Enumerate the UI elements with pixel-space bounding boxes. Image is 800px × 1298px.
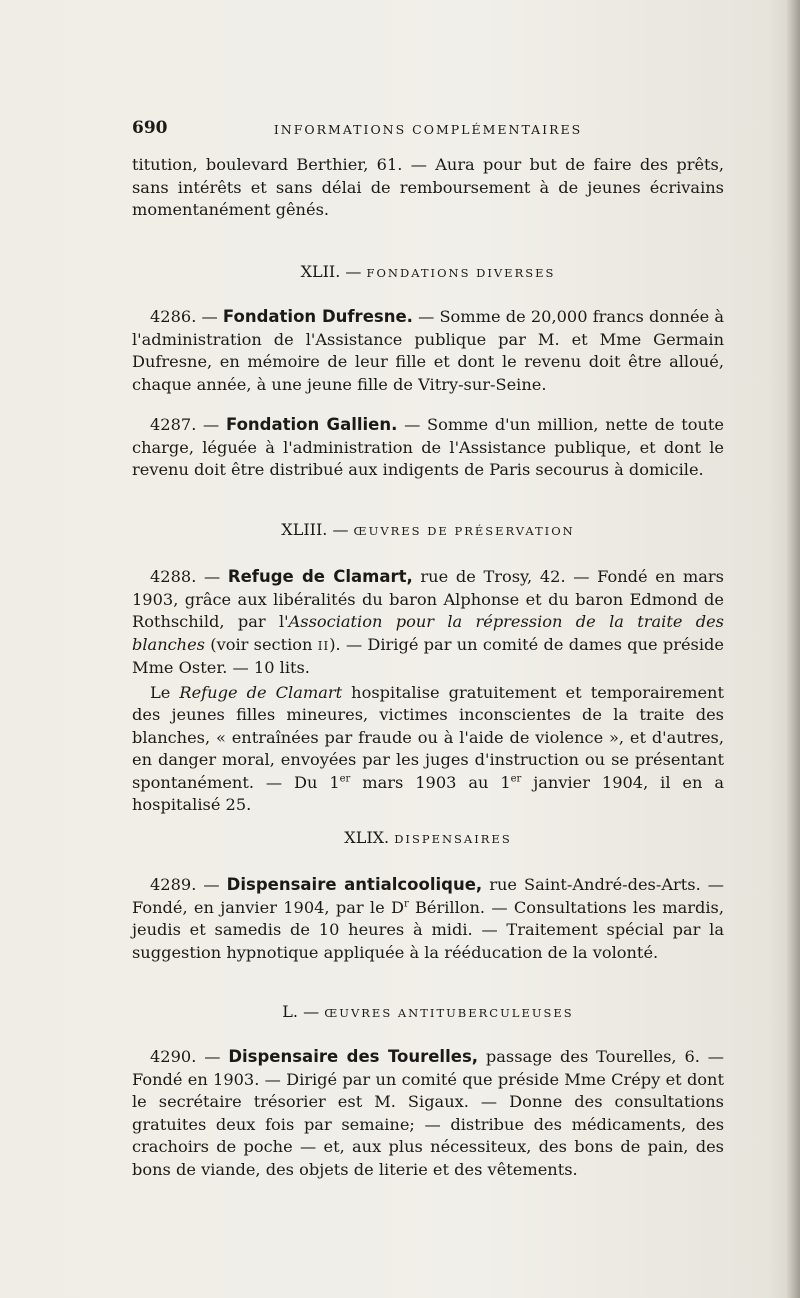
intro-paragraph: titution, boulevard Berthier, 61. — Aura pour but de faire des prêts, sans intérêts et sans délai de remboursement à de jeunes écrivains momentanément gênés. xyxy=(132,155,724,219)
entry-text: janvier 1904, il en a hospitalisé 25. xyxy=(132,772,724,814)
entry-4287 xyxy=(132,414,724,482)
superscript: r xyxy=(403,898,409,910)
section-numeral: L. xyxy=(282,1002,299,1021)
entry-title: Dispensaire des Tourelles, xyxy=(228,1047,479,1066)
entry-4289 xyxy=(132,874,724,964)
entry-text: Le xyxy=(150,682,180,702)
association-name: Association pour la répression de la traite des blanches xyxy=(132,612,724,654)
section-heading-xliii xyxy=(132,520,724,539)
entry-title: Dispensaire antialcoolique, xyxy=(226,875,483,894)
entry-text: ). — Dirigé par un comité de dames que préside Mme Oster. — 10 lits. xyxy=(132,634,724,677)
superscript: er xyxy=(339,773,351,785)
entry-number: 4289. — xyxy=(150,875,220,894)
entry-text: (voir section xyxy=(205,634,318,654)
section-title: DISPENSAIRES xyxy=(394,832,512,846)
section-dash: — xyxy=(332,520,349,539)
entry-paragraph xyxy=(132,682,724,817)
entry-paragraph xyxy=(132,874,724,964)
entry-text: hospitalise gratuitement et temporairement des jeunes filles mineures, victimes inconscientes de la traite des blanches, « entraînées par fraude ou à l'aide de violence », et d'autres, en danger moral, envoyées par les juges d'instruction ou se présentant spontanément. — Du 1 xyxy=(132,682,724,792)
entry-text: — Somme d'un million, nette de toute charge, léguée à l'administration de l'Assistance publique, et dont le revenu doit être distribué aux indigents de Paris secourus à domicile. xyxy=(132,415,724,479)
section-numeral: XLIII. xyxy=(281,520,328,539)
entry-4290 xyxy=(132,1046,724,1181)
section-heading-xlix xyxy=(132,828,724,847)
entry-title: Refuge de Clamart, xyxy=(227,567,413,586)
entry-text: passage des Tourelles, 6. — Fondé en 1903. — Dirigé par un comité que préside Mme Crépy et dont le secrétaire trésorier est M. Sigaux. — Donne des consultations gratuites deux fois par semaine; — distribue des médicaments, des crachoirs de poche — et, aux plus nécessiteux, des bons de pain, des bons de viande, des objets de literie et des vêtements. xyxy=(132,1047,724,1179)
entry-paragraph xyxy=(132,414,724,482)
page-edge-shadow xyxy=(786,0,800,1298)
section-title: FONDATIONS DIVERSES xyxy=(366,266,556,280)
entry-number: 4290. — xyxy=(150,1047,221,1066)
entry-title: Fondation Dufresne. xyxy=(222,307,413,326)
section-dash: — xyxy=(303,1002,320,1021)
entry-4286 xyxy=(132,306,724,396)
refuge-name: Refuge de Clamart xyxy=(179,682,343,702)
entry-number: 4286. — xyxy=(150,307,218,326)
section-dash: — xyxy=(345,262,362,281)
intro-paragraph-block xyxy=(132,154,724,222)
entry-paragraph xyxy=(132,566,724,680)
page-number: 690 xyxy=(132,118,168,138)
section-heading-l xyxy=(132,1002,724,1021)
entry-title: Fondation Gallien. xyxy=(225,415,398,434)
page-header xyxy=(132,118,724,140)
entry-text: rue de Trosy, 42. — Fondé en mars 1903, grâce aux libéralités du baron Alphonse et du baron Edmond de Rothschild, par l' xyxy=(132,567,724,631)
running-title: INFORMATIONS COMPLÉMENTAIRES xyxy=(273,122,583,137)
section-heading-xlii xyxy=(132,262,724,281)
entry-4288 xyxy=(132,566,724,817)
section-title: ŒUVRES ANTITUBERCULEUSES xyxy=(324,1006,574,1020)
section-title: ŒUVRES DE PRÉSERVATION xyxy=(353,524,575,538)
entry-number: 4287. — xyxy=(150,415,220,434)
section-numeral: XLII. xyxy=(300,262,341,281)
entry-text: — Somme de 20,000 francs donnée à l'administration de l'Assistance publique par M. et Mme Germain Dufresne, en mémoire de leur fille et dont le revenu doit être alloué, chaque année, à une jeune fille de Vitry-sur-Seine. xyxy=(132,307,724,394)
entry-text: rue Saint-André-des-Arts. — Fondé, en janvier 1904, par le D xyxy=(132,875,724,917)
section-reference: II xyxy=(317,638,330,653)
section-numeral: XLIX. xyxy=(344,828,390,847)
superscript: er xyxy=(510,773,522,785)
entry-number: 4288. — xyxy=(150,567,221,586)
entry-text: mars 1903 au 1 xyxy=(350,772,511,792)
entry-paragraph xyxy=(132,1046,724,1181)
entry-text: Bérillon. — Consultations les mardis, jeudis et samedis de 10 heures à midi. — Traitement spécial par la suggestion hypnotique appliquée à la rééducation de la volonté. xyxy=(132,897,725,962)
entry-paragraph xyxy=(132,306,724,396)
